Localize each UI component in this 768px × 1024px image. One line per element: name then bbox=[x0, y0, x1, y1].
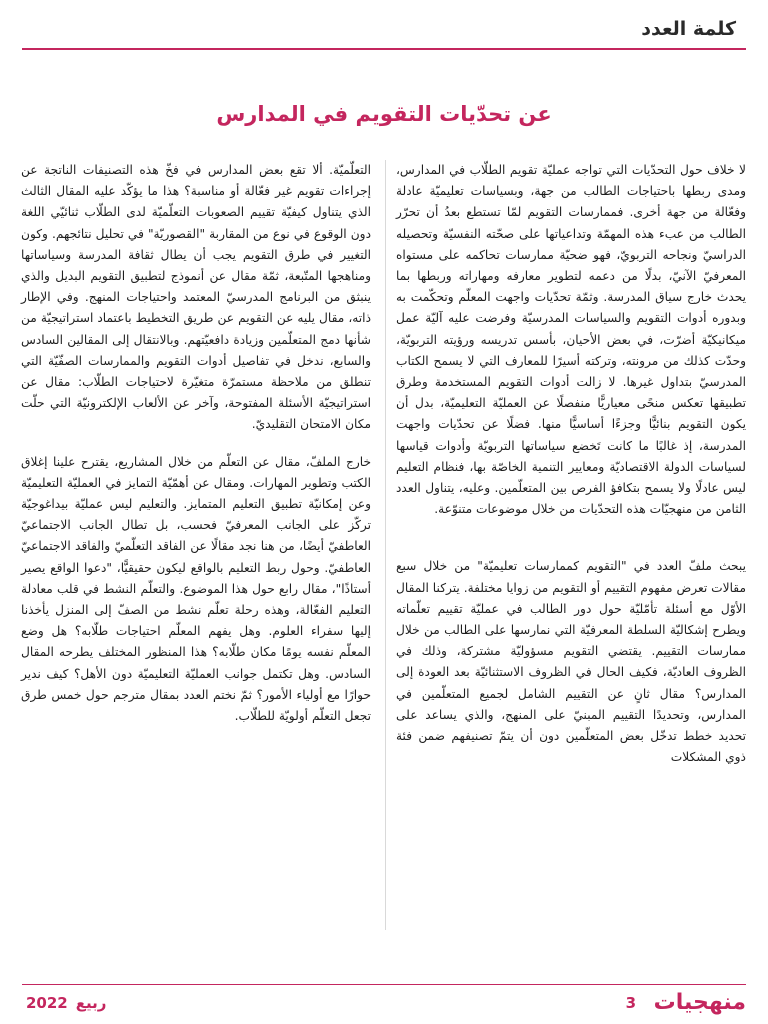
article-paragraph: خارج الملفّ، مقال عن التعلّم من خلال المشاريع، يقترح علينا إغلاق الكتب وتطوير المهارات. ومقال عن أهمّيّة التمايز في العمليّة التعليميّة وعن إمكانيّة تطبيق التعليم المتمايز. والتعليم ليس عمليّة بيداغوجيّة تركّز على الجانب المعرفيّ فحسب، بل تطال الجانب الاجتماعيّ العاطفيّ أيضًا، من هنا نجد مقالًا عن الفاقد التعلّميّ والفاقد الاجتماعيّ العاطفيّ. وحول ربط التعليم بالواقع ليكون حقيقيًّا، "دعوا الواقع يصير أستاذًا"، مقال رابع حول هذا الموضوع. والتعلّم النشط في قلب معادلة التعليم الفعّالة، وهذه رحلة تعلّم نشط من الصفّ إلى المنزل يأخذنا إليها سفراء العلوم. وهل يفهم المعلّم احتياجات طلّابه؟ هل وضع المعلّم نفسه يومًا مكان طلّابه؟ هذا المنظور المختلف يطرحه المقال السادس. وهل تكتمل جوانب العمليّة التعليميّة دون الأهل؟ كيف ندير حوارًا مع أولياء الأمور؟ ثمّ نختم العدد بمقال مترجم حول خمس طرق تجعل التعلّم أولويّة للطلّاب. bbox=[21, 454, 371, 724]
column-divider bbox=[385, 160, 386, 930]
article-column-left bbox=[21, 160, 371, 727]
article-paragraph: لا خلاف حول التحدّيات التي تواجه عمليّة تقويم الطلّاب في المدارس، ومدى ربطها باحتياجات الطالب من جهة، وبسياسات تعليميّة عادلة وفعّالة من جهة أخرى. فممارسات التقويم لمّا تستطع بعدُ أن تحرّر الطالب من عبء هذه المهمّة وتداعياتها على صحّته النفسيّة وتحصيله الدراسيّ ونجاحه التربويّ، فهو ضحيّة ممارسات تحاكمه على مستواه المعرفيّ الآنيّ، بدلًا من دعمه لتطوير معارفه ومهاراته وربطها بما يحدث خارج سياق المدرسة. وثمّة تحدّيات واجهت المعلّم وتحكّمت به وبدوره أدوات التقويم والسياسات المدرسيّة وفرضت عليه آليّة عمل ميكانيكيّة أضرّت، في بعض الأحيان، بأسس تدريسه ورؤيته التربويّة، وحدّت كذلك من مرونته، وتركته أسيرًا للمعارف التي لا يسمح الكتاب المدرسيّ بتداول غيرها. لا زالت أدوات التقويم المستخدمة وطرق تطبيقها تعكس منحًى معياريًّا منفصلًا عن العمليّة التعليميّة، بدل أن يكون التقويم بنائيًّا وجزءًا أساسيًّا منها. فضلًا عن تحدّيات واجهت المدرسة، إذ غالبًا ما كانت تَخضع سياساتها التربويّة وأدوات قياسها لسياسات الدولة الاقتصاديّة ومعايير التنمية الخاصّة بها، فنظام التعليم ليس عادلًا ولا يسمح بتكافؤ الفرص بين المتعلّمين. وعليه، يتناول العدد الثامن من منهجيّات هذه التحدّيات من خلال موضوعات متنوّعة. bbox=[396, 163, 746, 517]
issue-season: ربيع bbox=[75, 994, 107, 1012]
article-paragraph: يبحث ملفّ العدد في "التقويم كممارسات تعليميّة" من خلال سبع مقالات تعرض مفهوم التقييم أو التقويم من زوايا مختلفة. يتركنا المقال الأوّل مع أسئلة تأمّليّة حول دور الطالب في عمليّة تقييم تعلّماته ويطرح إشكاليّة السلطة المعرفيّة التي نمارسها على الطالب من خلال ممارسات التقييم. يقتضي التقويم مسؤوليّة مشتركة، وذلك في الظروف العاديّة، فكيف الحال في الظروف الاستثنائيّة بعد العودة إلى المدارس؟ مقال ثانٍ عن التقييم الشامل لجميع المتعلّمين في المدارس، وتحديدًا التقييم المبنيّ على المنهج، والذي يساعد على تحديد خطط تدخّل بعض المتعلّمين دون أن يتمّ تصنيفهم ضمن فئة ذوي المشكلات bbox=[396, 559, 746, 765]
article-paragraph: التعلّميّة. ألا تقع بعض المدارس في فخّ هذه التصنيفات الناتجة عن إجراءات تقويم غير فعّالة أو مناسبة؟ هذا ما يؤكّد عليه المقال الثالث الذي يتناول كيفيّة تقييم الصعوبات التعلّميّة لدى الطلّاب ثنائيّي اللغة دون الوقوع في نوع من المقاربة "القصوريّة" في تحليل نتائجهم. وكون التغيير في طرق التقويم يجب أن يطال ثقافة المدرسة وسياساتها ومناهجها المتّبعة، ثمّة مقال عن أنموذج لتطبيق التقويم البديل والذي ينبثق من البرنامج المدرسيّ المعتمد واحتياجات المنهج. وفي الإطار ذاته، مقال يليه عن التقويم عن طريق التخطيط باعتماد استراتيجيّة من شأنها دمج المتعلّمين وزيادة دافعيّتهم. وبالانتقال إلى المقالين السادس والسابع، ندخل في تفاصيل أدوات التقويم والممارسات الصفّيّة التي تنطلق من ملاحظة مستمرّة متغيّرة لاحتياجات الطلّاب: مقال عن استراتيجيّة الأسئلة المفتوحة، وآخر عن الألعاب الإلكترونيّة التي حلّت مكان الامتحان التقليديّ. bbox=[21, 163, 371, 432]
article-column-right bbox=[396, 160, 746, 768]
article-title: عن تحدّيات التقويم في المدارس bbox=[216, 102, 552, 127]
section-label: كلمة العدد bbox=[641, 18, 736, 40]
footer-divider bbox=[22, 984, 746, 985]
header-divider bbox=[22, 48, 746, 50]
issue-year: 2022 bbox=[26, 994, 68, 1012]
magazine-logo: منهجيات bbox=[653, 990, 746, 1015]
page-number: 3 bbox=[625, 994, 636, 1012]
issue-date bbox=[22, 994, 110, 1012]
